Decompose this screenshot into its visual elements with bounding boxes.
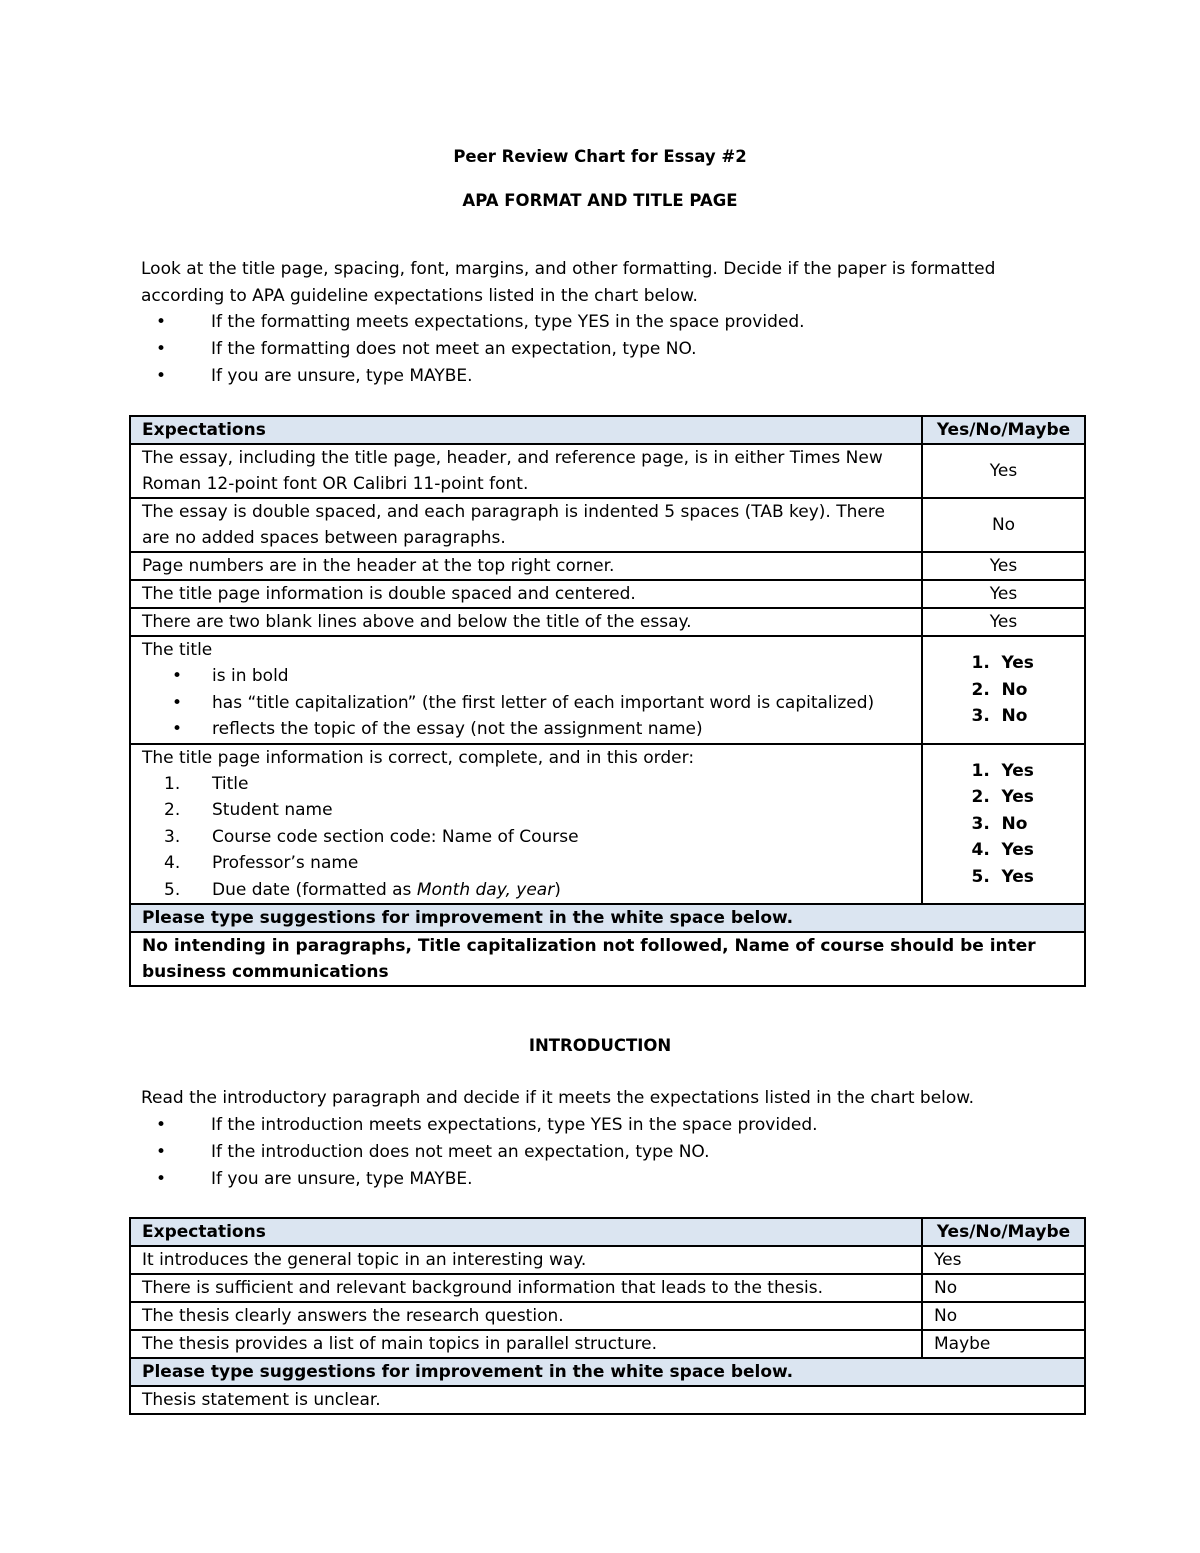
list-item: • If the introduction does not meet an expectation, type NO.	[141, 1139, 818, 1166]
suggestions-field[interactable]: Thesis statement is unclear.	[130, 1386, 1085, 1414]
list-item: • has “title capitalization” (the first letter of each important word is capitalized)	[142, 690, 910, 717]
answer-list	[964, 758, 1044, 891]
list-item: 1. Title	[164, 773, 249, 794]
answer-list	[964, 650, 1044, 730]
expectation-cell: The thesis clearly answers the research question.	[130, 1302, 922, 1330]
expectation-cell: There are two blank lines above and below the title of the essay.	[130, 608, 922, 636]
suggestions-field[interactable]: No intending in paragraphs, Title capitalization not followed, Name of course should be inter business communications	[130, 932, 1085, 986]
expectation-cell	[130, 636, 922, 744]
page-title: Peer Review Chart for Essay #2	[453, 147, 747, 166]
table-row	[130, 608, 1085, 636]
column-header-answer: Yes/No/Maybe	[922, 1218, 1085, 1246]
introduction-expectations-table	[129, 1217, 1086, 1415]
title-criteria-list	[142, 663, 910, 743]
column-header-answer: Yes/No/Maybe	[922, 416, 1085, 444]
bullet-icon: •	[156, 339, 167, 359]
suggestions-label: Please type suggestions for improvement in the white space below.	[130, 1358, 1085, 1386]
answer-cell[interactable]: No	[922, 1302, 1085, 1330]
table-header-row	[130, 416, 1085, 444]
list-item: • If the formatting does not meet an expectation, type NO.	[141, 336, 805, 363]
section-heading-introduction: INTRODUCTION	[528, 1036, 672, 1055]
expectation-cell: It introduces the general topic in an interesting way.	[130, 1246, 922, 1274]
order-criteria-list	[142, 771, 910, 904]
introduction-bullet-list	[141, 1112, 818, 1193]
expectation-cell: Page numbers are in the header at the top right corner.	[130, 552, 922, 580]
table-row	[130, 552, 1085, 580]
table-row	[130, 498, 1085, 552]
answer-cell[interactable]: Yes	[922, 608, 1085, 636]
bullet-icon: •	[172, 692, 183, 713]
apa-expectations-table	[129, 415, 1086, 987]
table-row	[130, 580, 1085, 608]
list-item: 1. Yes	[971, 653, 1034, 673]
expectation-lead: The title	[142, 640, 213, 660]
bullet-icon: •	[156, 1169, 167, 1189]
answer-cell[interactable]: Yes	[922, 1246, 1085, 1274]
answer-cell[interactable]: No	[922, 1274, 1085, 1302]
list-item: 3. No	[971, 706, 1028, 726]
list-item: 2. No	[971, 679, 1028, 700]
list-item: • is in bold	[142, 663, 910, 690]
answer-cell[interactable]: No	[922, 498, 1085, 552]
expectation-lead: The title page information is correct, complete, and in this order:	[142, 747, 695, 768]
answer-cell[interactable]: Maybe	[922, 1330, 1085, 1358]
table-row	[130, 444, 1085, 498]
apa-bullet-list	[141, 309, 805, 390]
answer-cell[interactable]	[922, 744, 1085, 905]
list-item: 3. Course code section code: Name of Course	[164, 826, 579, 847]
bullet-icon: •	[172, 719, 183, 739]
table-header-row	[130, 1218, 1085, 1246]
list-item: • reflects the topic of the essay (not the assignment name)	[142, 716, 910, 743]
list-item: 3. No	[971, 813, 1028, 834]
list-item: • If you are unsure, type MAYBE.	[141, 1166, 818, 1193]
suggestions-header-row	[130, 904, 1085, 932]
table-row	[130, 1302, 1085, 1330]
answer-cell[interactable]	[922, 636, 1085, 744]
bullet-icon: •	[156, 312, 167, 332]
expectation-cell: The title page information is double spaced and centered.	[130, 580, 922, 608]
table-row-order	[130, 744, 1085, 905]
suggestions-label: Please type suggestions for improvement in the white space below.	[130, 904, 1085, 932]
list-item: 2. Yes	[971, 787, 1034, 807]
list-item: • If you are unsure, type MAYBE.	[141, 363, 805, 390]
list-item: 5. Due date (formatted as Month day, year)	[164, 879, 561, 900]
list-item: • If the introduction meets expectations, type YES in the space provided.	[141, 1112, 818, 1139]
table-row-title	[130, 636, 1085, 744]
bullet-icon: •	[172, 666, 183, 686]
suggestions-row	[130, 1386, 1085, 1414]
table-row	[130, 1330, 1085, 1358]
section-heading-apa: APA FORMAT AND TITLE PAGE	[462, 191, 738, 210]
apa-instructions: Look at the title page, spacing, font, margins, and other formatting. Decide if the paper is formatted according to APA guideline expectations listed in the chart below.	[141, 259, 996, 306]
list-item: 4. Yes	[971, 840, 1034, 860]
list-item: 4. Professor’s name	[164, 853, 359, 873]
suggestions-row	[130, 932, 1085, 986]
bullet-icon: •	[156, 1115, 167, 1135]
expectation-cell: The thesis provides a list of main topics in parallel structure.	[130, 1330, 922, 1358]
answer-cell[interactable]: Yes	[922, 552, 1085, 580]
answer-cell[interactable]: Yes	[922, 580, 1085, 608]
table-row	[130, 1274, 1085, 1302]
suggestions-header-row	[130, 1358, 1085, 1386]
bullet-icon: •	[156, 1142, 167, 1162]
introduction-instructions: Read the introductory paragraph and decide if it meets the expectations listed in the chart below.	[141, 1088, 975, 1108]
list-item: 2. Student name	[164, 800, 333, 820]
expectation-cell: The essay, including the title page, header, and reference page, is in either Times New Roman 12-point font OR Calibri 11-point font.	[130, 444, 922, 498]
list-item: • If the formatting meets expectations, type YES in the space provided.	[141, 309, 805, 336]
expectation-cell	[130, 744, 922, 905]
column-header-expectations: Expectations	[130, 416, 922, 444]
expectation-cell: There is sufficient and relevant background information that leads to the thesis.	[130, 1274, 922, 1302]
list-item: 1. Yes	[971, 760, 1034, 781]
column-header-expectations: Expectations	[130, 1218, 922, 1246]
answer-cell[interactable]: Yes	[922, 444, 1085, 498]
expectation-cell: The essay is double spaced, and each paragraph is indented 5 spaces (TAB key). There are no added spaces between paragraphs.	[130, 498, 922, 552]
bullet-icon: •	[156, 366, 167, 386]
list-item: 5. Yes	[971, 866, 1034, 887]
table-row	[130, 1246, 1085, 1274]
